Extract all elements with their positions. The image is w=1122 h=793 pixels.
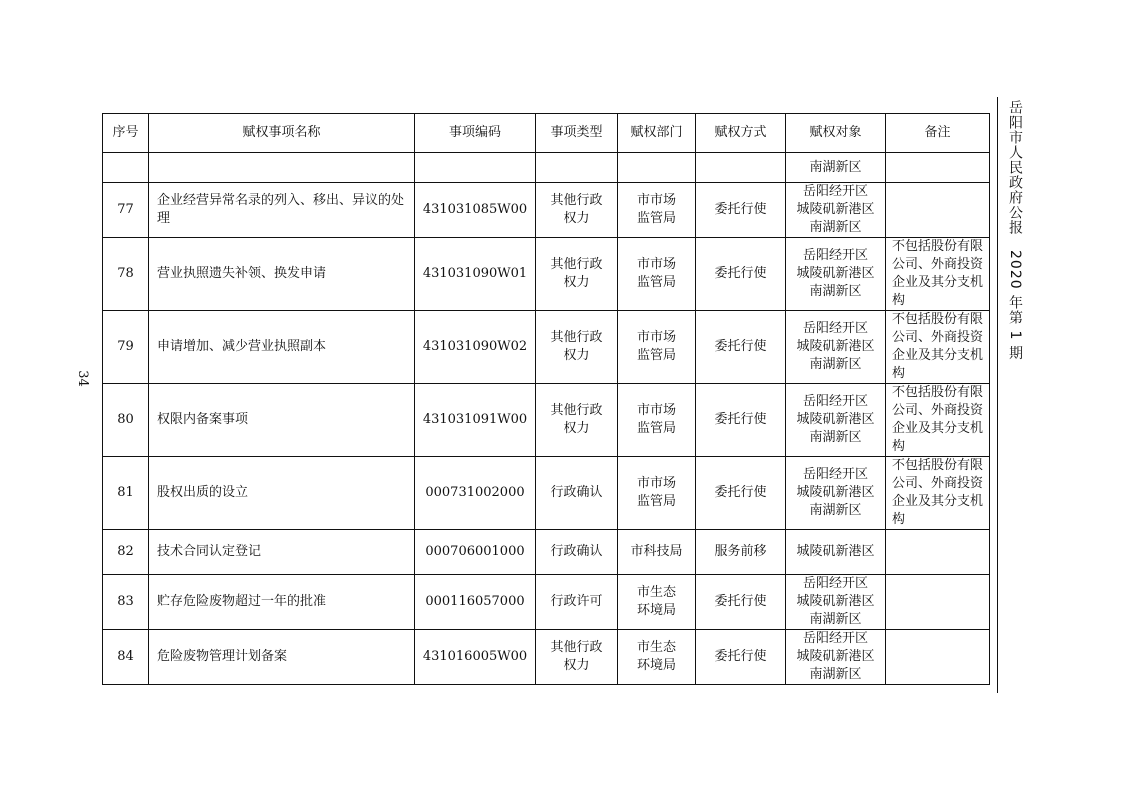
cell-type: 其他行政 权力: [536, 630, 618, 685]
table-row: [103, 238, 990, 311]
cell-target: 岳阳经开区 城陵矶新港区 南湖新区: [786, 311, 886, 384]
side-header: 岳阳市人民政府公报 2020 年第 1 期: [1007, 100, 1023, 361]
cell-name: 危险废物管理计划备案: [149, 630, 415, 685]
cell-note: [886, 183, 990, 238]
cell-type: 行政许可: [536, 575, 618, 630]
cell-code: 431031085W00: [415, 183, 536, 238]
cell-target: 岳阳经开区 城陵矶新港区 南湖新区: [786, 238, 886, 311]
cell-target: 南湖新区: [786, 153, 886, 183]
cell-code: 431031090W02: [415, 311, 536, 384]
header-note: 备注: [886, 114, 990, 153]
cell-no: [103, 153, 149, 183]
cell-name: 股权出质的设立: [149, 457, 415, 530]
header-name: 赋权事项名称: [149, 114, 415, 153]
cell-target: 岳阳经开区 城陵矶新港区 南湖新区: [786, 630, 886, 685]
cell-type: 行政确认: [536, 530, 618, 575]
cell-method: 委托行使: [696, 457, 786, 530]
cell-target: 岳阳经开区 城陵矶新港区 南湖新区: [786, 575, 886, 630]
cell-dept: 市生态 环境局: [618, 575, 696, 630]
cell-code: [415, 153, 536, 183]
table-row: [103, 630, 990, 685]
cell-type: 其他行政 权力: [536, 384, 618, 457]
cell-method: 委托行使: [696, 311, 786, 384]
cell-note: 不包括股份有限公司、外商投资企业及其分支机构: [886, 457, 990, 530]
cell-code: 000116057000: [415, 575, 536, 630]
cell-method: 委托行使: [696, 238, 786, 311]
cell-dept: 市科技局: [618, 530, 696, 575]
cell-target: 岳阳经开区 城陵矶新港区 南湖新区: [786, 457, 886, 530]
table-row: [103, 457, 990, 530]
cell-note: [886, 630, 990, 685]
cell-dept: 市市场 监管局: [618, 457, 696, 530]
header-no: 序号: [103, 114, 149, 153]
cell-name: 贮存危险废物超过一年的批准: [149, 575, 415, 630]
cell-dept: 市市场 监管局: [618, 183, 696, 238]
cell-method: 委托行使: [696, 630, 786, 685]
cell-note: 不包括股份有限公司、外商投资企业及其分支机构: [886, 384, 990, 457]
cell-target: 岳阳经开区 城陵矶新港区 南湖新区: [786, 384, 886, 457]
page-number: 34: [74, 370, 90, 387]
cell-code: 431031090W01: [415, 238, 536, 311]
table-header-row: [103, 114, 990, 153]
cell-no: 80: [103, 384, 149, 457]
cell-no: 77: [103, 183, 149, 238]
table-row: [103, 384, 990, 457]
header-method: 赋权方式: [696, 114, 786, 153]
cell-name: 申请增加、减少营业执照副本: [149, 311, 415, 384]
cell-name: 企业经营异常名录的列入、移出、异议的处理: [149, 183, 415, 238]
table-row: [103, 311, 990, 384]
cell-method: [696, 153, 786, 183]
cell-no: 82: [103, 530, 149, 575]
cell-dept: 市市场 监管局: [618, 384, 696, 457]
cell-method: 委托行使: [696, 384, 786, 457]
cell-code: 000731002000: [415, 457, 536, 530]
cell-note: [886, 575, 990, 630]
table-row: [103, 183, 990, 238]
cell-name: 权限内备案事项: [149, 384, 415, 457]
cell-type: [536, 153, 618, 183]
cell-method: 委托行使: [696, 575, 786, 630]
empowerment-table: [102, 113, 990, 685]
cell-dept: [618, 153, 696, 183]
cell-no: 84: [103, 630, 149, 685]
cell-no: 83: [103, 575, 149, 630]
header-dept: 赋权部门: [618, 114, 696, 153]
cell-note: [886, 153, 990, 183]
cell-type: 行政确认: [536, 457, 618, 530]
cell-target: 城陵矶新港区: [786, 530, 886, 575]
table-row: [103, 575, 990, 630]
cell-dept: 市市场 监管局: [618, 238, 696, 311]
cell-target: 岳阳经开区 城陵矶新港区 南湖新区: [786, 183, 886, 238]
cell-no: 79: [103, 311, 149, 384]
header-target: 赋权对象: [786, 114, 886, 153]
cell-code: 431016005W00: [415, 630, 536, 685]
cell-name: 技术合同认定登记: [149, 530, 415, 575]
cell-method: 服务前移: [696, 530, 786, 575]
cell-code: 431031091W00: [415, 384, 536, 457]
cell-no: 78: [103, 238, 149, 311]
document-table-wrap: [102, 113, 989, 685]
cell-type: 其他行政 权力: [536, 183, 618, 238]
table-row: [103, 153, 990, 183]
side-rule: [997, 97, 998, 693]
cell-note: 不包括股份有限公司、外商投资企业及其分支机构: [886, 311, 990, 384]
table-row: [103, 530, 990, 575]
header-code: 事项编码: [415, 114, 536, 153]
cell-note: 不包括股份有限公司、外商投资企业及其分支机构: [886, 238, 990, 311]
cell-name: [149, 153, 415, 183]
cell-dept: 市生态 环境局: [618, 630, 696, 685]
cell-type: 其他行政 权力: [536, 311, 618, 384]
cell-no: 81: [103, 457, 149, 530]
cell-name: 营业执照遗失补领、换发申请: [149, 238, 415, 311]
cell-dept: 市市场 监管局: [618, 311, 696, 384]
header-type: 事项类型: [536, 114, 618, 153]
cell-note: [886, 530, 990, 575]
cell-type: 其他行政 权力: [536, 238, 618, 311]
cell-code: 000706001000: [415, 530, 536, 575]
cell-method: 委托行使: [696, 183, 786, 238]
